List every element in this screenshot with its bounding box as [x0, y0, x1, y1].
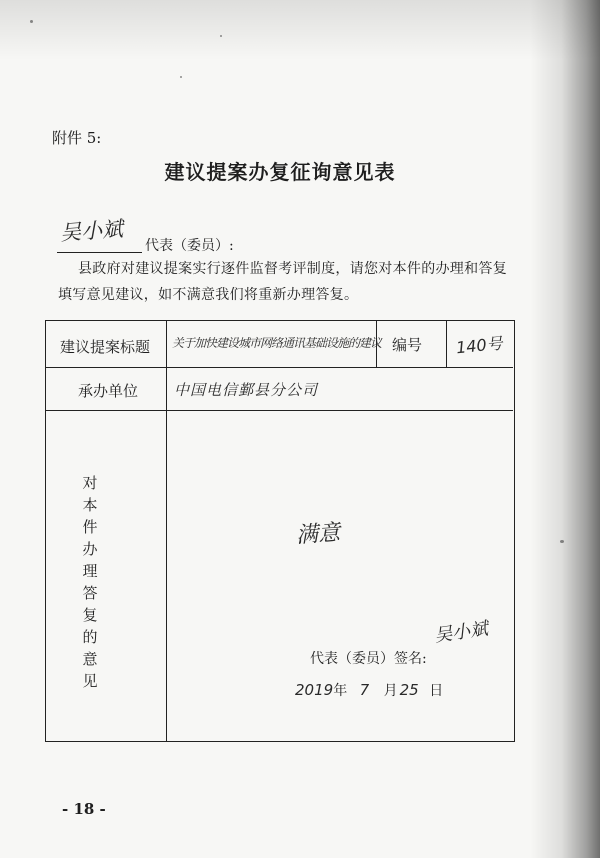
scan-speck: [30, 20, 33, 23]
opinion-label-char: 复: [82, 606, 98, 624]
scan-speck: [560, 540, 564, 543]
day-unit: 日: [429, 683, 444, 699]
row-divider: [46, 367, 513, 368]
salutation-suffix: 代表（委员）:: [145, 238, 234, 254]
opinion-label-char: 见: [82, 672, 98, 690]
handling-unit-value: 中国电信鄞县分公司: [174, 381, 319, 399]
body-line-2: 填写意见建议，如不满意我们将重新办理答复。: [58, 287, 359, 303]
opinion-form-table: [45, 320, 515, 742]
row-divider: [46, 410, 513, 411]
handwritten-signature: 吴小斌: [433, 618, 490, 647]
attachment-label: 附件 5:: [52, 129, 102, 147]
body-line-1: 县政府对建议提案实行逐件监督考评制度，请您对本件的办理和答复: [78, 261, 507, 277]
handwritten-representative-name: 吴小斌: [59, 216, 124, 246]
page-number: - 18 -: [62, 800, 106, 818]
date-month: 7: [359, 681, 370, 699]
scan-shadow-top: [0, 0, 600, 60]
month-unit: 月: [383, 683, 398, 699]
opinion-label-char: 意: [82, 650, 98, 668]
date-day: 25: [399, 681, 419, 699]
name-underline: [57, 252, 142, 253]
scan-shadow: [530, 0, 600, 858]
form-title: 建议提案办复征询意见表: [164, 160, 396, 184]
proposal-number-value: 140号: [455, 333, 504, 358]
unit-label: 承办单位: [78, 382, 139, 400]
opinion-label-char: 对: [82, 474, 98, 492]
opinion-label-char: 件: [82, 518, 98, 536]
year-unit: 年: [333, 683, 348, 699]
col-divider: [446, 321, 447, 367]
opinion-label-vertical: [80, 472, 100, 692]
proposal-title-value: 关于加快建设城市网络通讯基础设施的建议: [172, 336, 382, 350]
opinion-label-char: 本: [82, 496, 98, 514]
scan-speck: [220, 35, 222, 37]
opinion-label-char: 理: [82, 562, 98, 580]
opinion-label-char: 答: [82, 584, 98, 602]
opinion-label-char: 的: [82, 628, 98, 646]
opinion-value: 满意: [295, 520, 341, 549]
title-label: 建议提案标题: [60, 338, 151, 356]
scan-speck: [180, 76, 182, 78]
date-year: 2019: [295, 681, 334, 699]
number-label: 编号: [392, 336, 423, 354]
signature-label: 代表（委员）签名:: [310, 651, 427, 667]
col-divider: [166, 321, 167, 741]
date-line: [295, 680, 443, 700]
opinion-label-char: 办: [82, 540, 98, 558]
